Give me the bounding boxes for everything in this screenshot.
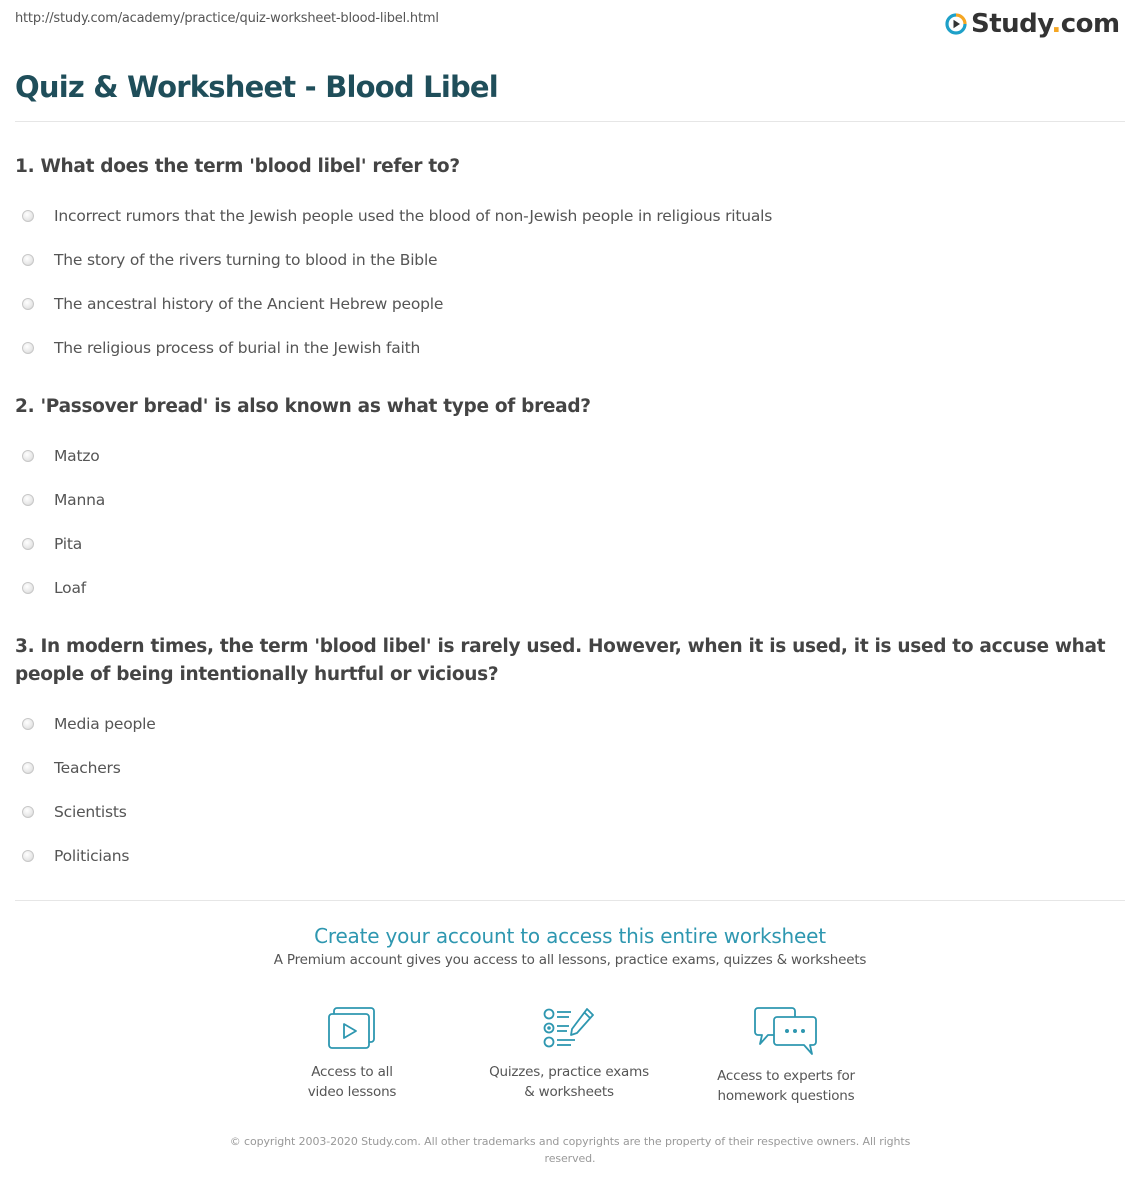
feature-experts [686, 1006, 886, 1106]
radio-button-icon[interactable] [22, 254, 34, 266]
signup-cta [0, 924, 1140, 968]
answer-option[interactable] [15, 326, 1125, 370]
answer-option[interactable] [15, 746, 1125, 790]
radio-button-icon[interactable] [22, 806, 34, 818]
quiz-checklist-icon [541, 1006, 597, 1052]
answer-option[interactable] [15, 282, 1125, 326]
option-label: The story of the rivers turning to blood in the Bible [54, 251, 438, 269]
study-logo[interactable] [945, 8, 1120, 40]
answer-options [15, 194, 1125, 370]
chat-experts-icon [754, 1006, 818, 1056]
question-3 [15, 633, 1125, 878]
cta-subtitle: A Premium account gives you access to all lessons, practice exams, quizzes & worksheets [273, 952, 867, 968]
page-url: http://study.com/academy/practice/quiz-worksheet-blood-libel.html [15, 11, 439, 26]
feature-label-line1: Access to all [311, 1064, 393, 1080]
answer-option[interactable] [15, 522, 1125, 566]
option-label: Manna [54, 491, 106, 509]
answer-option[interactable] [15, 702, 1125, 746]
radio-button-icon[interactable] [22, 718, 34, 730]
answer-option[interactable] [15, 194, 1125, 238]
radio-button-icon[interactable] [22, 582, 34, 594]
question-text: 1. What does the term 'blood libel' refer to? [15, 156, 460, 177]
feature-label-line2: video lessons [307, 1084, 397, 1100]
option-label: Media people [54, 715, 156, 733]
answer-option[interactable] [15, 834, 1125, 878]
feature-label-line1: Quizzes, practice exams [489, 1064, 649, 1080]
answer-option[interactable] [15, 434, 1125, 478]
option-label: Scientists [54, 803, 127, 821]
option-label: Politicians [54, 847, 130, 865]
answer-option[interactable] [15, 238, 1125, 282]
feature-label-line2: & worksheets [524, 1084, 614, 1100]
question-2 [15, 393, 1125, 610]
copyright-footer: © copyright 2003-2020 Study.com. All other trademarks and copyrights are the property of their respective owners. All rights reserved. [229, 1135, 911, 1165]
radio-button-icon[interactable] [22, 850, 34, 862]
option-label: Matzo [54, 447, 100, 465]
option-label: Incorrect rumors that the Jewish people used the blood of non-Jewish people in religious rituals [54, 207, 773, 225]
option-label: The religious process of burial in the Jewish faith [54, 339, 421, 357]
question-text: 2. 'Passover bread' is also known as what type of bread? [15, 396, 591, 417]
radio-button-icon[interactable] [22, 342, 34, 354]
option-label: Pita [54, 535, 83, 553]
option-label: Teachers [54, 759, 121, 777]
answer-options [15, 702, 1125, 878]
question-1 [15, 153, 1125, 370]
cta-title[interactable]: Create your account to access this entire worksheet [314, 924, 826, 948]
feature-quizzes [469, 1006, 669, 1102]
answer-option[interactable] [15, 478, 1125, 522]
radio-button-icon[interactable] [22, 298, 34, 310]
answer-option[interactable] [15, 790, 1125, 834]
play-ring-logo-icon [945, 13, 967, 35]
page-title: Quiz & Worksheet - Blood Libel [15, 70, 498, 104]
title-divider [15, 121, 1125, 122]
logo-wordmark: Study.com [971, 9, 1120, 39]
feature-label-line2: homework questions [717, 1088, 855, 1104]
radio-button-icon[interactable] [22, 210, 34, 222]
option-label: The ancestral history of the Ancient Hebrew people [54, 295, 444, 313]
radio-button-icon[interactable] [22, 450, 34, 462]
radio-button-icon[interactable] [22, 762, 34, 774]
option-label: Loaf [54, 579, 87, 597]
video-lessons-icon [326, 1006, 378, 1052]
feature-video-lessons [252, 1006, 452, 1102]
answer-options [15, 434, 1125, 610]
feature-label-line1: Access to experts for [717, 1068, 855, 1084]
cta-divider [15, 900, 1125, 901]
question-text: 3. In modern times, the term 'blood libel' is rarely used. However, when it is used, it is used to accuse what people of being intentionally hurtful or vicious? [15, 636, 1106, 685]
radio-button-icon[interactable] [22, 538, 34, 550]
radio-button-icon[interactable] [22, 494, 34, 506]
answer-option[interactable] [15, 566, 1125, 610]
